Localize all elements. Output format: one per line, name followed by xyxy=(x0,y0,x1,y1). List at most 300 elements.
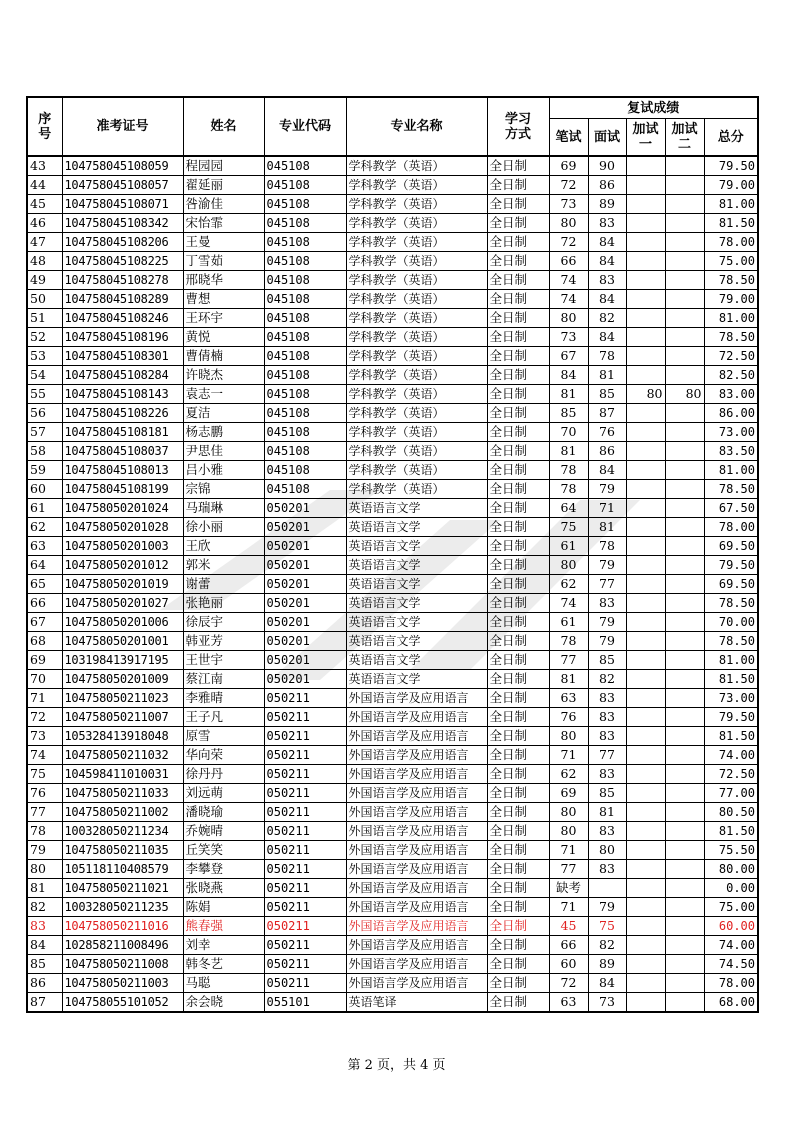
cell-bonus2 xyxy=(665,632,704,651)
cell-exam-id: 104758045108057 xyxy=(62,176,183,195)
table-row xyxy=(27,195,758,214)
cell-exam-id: 104758050211021 xyxy=(62,879,183,898)
cell-study-mode: 全日制 xyxy=(487,480,549,499)
cell-name: 蔡江南 xyxy=(183,670,264,689)
cell-interview: 81 xyxy=(588,518,626,537)
cell-seq: 79 xyxy=(27,841,62,860)
cell-name: 王曼 xyxy=(183,233,264,252)
table-row xyxy=(27,670,758,689)
cell-total: 78.50 xyxy=(704,271,758,290)
cell-written: 81 xyxy=(549,385,588,404)
cell-exam-id: 103198413917195 xyxy=(62,651,183,670)
cell-interview: 84 xyxy=(588,252,626,271)
cell-bonus1 xyxy=(626,727,665,746)
cell-exam-id: 104758045108225 xyxy=(62,252,183,271)
cell-major-name: 学科教学（英语） xyxy=(346,404,487,423)
table-row xyxy=(27,993,758,1013)
cell-written: 72 xyxy=(549,233,588,252)
cell-seq: 44 xyxy=(27,176,62,195)
cell-bonus1 xyxy=(626,556,665,575)
cell-interview: 76 xyxy=(588,423,626,442)
cell-major-name: 外国语言学及应用语言 xyxy=(346,917,487,936)
cell-study-mode: 全日制 xyxy=(487,727,549,746)
cell-total: 81.50 xyxy=(704,214,758,233)
cell-bonus2 xyxy=(665,784,704,803)
cell-study-mode: 全日制 xyxy=(487,518,549,537)
table-row xyxy=(27,366,758,385)
cell-bonus2 xyxy=(665,537,704,556)
cell-bonus2 xyxy=(665,233,704,252)
cell-interview: 83 xyxy=(588,214,626,233)
cell-written: 78 xyxy=(549,461,588,480)
cell-name: 李攀登 xyxy=(183,860,264,879)
cell-major-name: 学科教学（英语） xyxy=(346,233,487,252)
cell-total: 79.50 xyxy=(704,556,758,575)
table-row xyxy=(27,727,758,746)
cell-major-name: 学科教学（英语） xyxy=(346,347,487,366)
cell-major-code: 050201 xyxy=(264,518,346,537)
cell-major-name: 外国语言学及应用语言 xyxy=(346,955,487,974)
cell-major-code: 045108 xyxy=(264,423,346,442)
cell-exam-id: 104758050201028 xyxy=(62,518,183,537)
cell-bonus2 xyxy=(665,461,704,480)
cell-interview: 83 xyxy=(588,271,626,290)
cell-exam-id: 104758050211008 xyxy=(62,955,183,974)
cell-seq: 52 xyxy=(27,328,62,347)
cell-major-name: 外国语言学及应用语言 xyxy=(346,974,487,993)
cell-total: 74.00 xyxy=(704,936,758,955)
cell-bonus1 xyxy=(626,974,665,993)
cell-seq: 70 xyxy=(27,670,62,689)
cell-total: 86.00 xyxy=(704,404,758,423)
cell-study-mode: 全日制 xyxy=(487,214,549,233)
header-bonus1: 加试 一 xyxy=(626,119,665,157)
cell-written: 77 xyxy=(549,651,588,670)
cell-seq: 54 xyxy=(27,366,62,385)
cell-written: 78 xyxy=(549,632,588,651)
cell-written: 69 xyxy=(549,156,588,176)
cell-exam-id: 104758050211035 xyxy=(62,841,183,860)
cell-seq: 66 xyxy=(27,594,62,613)
cell-study-mode: 全日制 xyxy=(487,461,549,480)
cell-bonus1 xyxy=(626,404,665,423)
cell-name: 翟延丽 xyxy=(183,176,264,195)
cell-total: 83.50 xyxy=(704,442,758,461)
cell-seq: 46 xyxy=(27,214,62,233)
cell-total: 81.00 xyxy=(704,651,758,670)
cell-major-code: 050201 xyxy=(264,499,346,518)
cell-name: 王世宇 xyxy=(183,651,264,670)
cell-bonus2: 80 xyxy=(665,385,704,404)
cell-seq: 82 xyxy=(27,898,62,917)
cell-bonus2 xyxy=(665,309,704,328)
cell-bonus2 xyxy=(665,974,704,993)
cell-bonus1 xyxy=(626,689,665,708)
cell-total: 79.00 xyxy=(704,176,758,195)
cell-study-mode: 全日制 xyxy=(487,765,549,784)
cell-written: 85 xyxy=(549,404,588,423)
cell-major-name: 学科教学（英语） xyxy=(346,214,487,233)
cell-interview: 85 xyxy=(588,784,626,803)
cell-name: 韩亚芳 xyxy=(183,632,264,651)
cell-seq: 77 xyxy=(27,803,62,822)
cell-exam-id: 104758045108278 xyxy=(62,271,183,290)
cell-written: 45 xyxy=(549,917,588,936)
cell-bonus1 xyxy=(626,423,665,442)
cell-written: 76 xyxy=(549,708,588,727)
cell-study-mode: 全日制 xyxy=(487,366,549,385)
cell-major-name: 学科教学（英语） xyxy=(346,480,487,499)
cell-name: 曹想 xyxy=(183,290,264,309)
cell-bonus1 xyxy=(626,936,665,955)
cell-total: 75.00 xyxy=(704,898,758,917)
cell-bonus1 xyxy=(626,708,665,727)
cell-interview: 79 xyxy=(588,632,626,651)
cell-total: 79.00 xyxy=(704,290,758,309)
cell-bonus1 xyxy=(626,195,665,214)
table-row xyxy=(27,309,758,328)
cell-exam-id: 104758050211016 xyxy=(62,917,183,936)
header-retest-group: 复试成绩 xyxy=(549,97,758,119)
cell-bonus1 xyxy=(626,879,665,898)
cell-major-name: 学科教学（英语） xyxy=(346,423,487,442)
cell-interview: 89 xyxy=(588,195,626,214)
cell-major-code: 050211 xyxy=(264,974,346,993)
cell-written: 80 xyxy=(549,727,588,746)
cell-interview: 83 xyxy=(588,594,626,613)
cell-seq: 45 xyxy=(27,195,62,214)
cell-seq: 62 xyxy=(27,518,62,537)
cell-interview: 77 xyxy=(588,575,626,594)
cell-major-code: 050201 xyxy=(264,537,346,556)
cell-written: 62 xyxy=(549,765,588,784)
cell-exam-id: 104758050201019 xyxy=(62,575,183,594)
cell-bonus1 xyxy=(626,993,665,1013)
cell-interview: 84 xyxy=(588,974,626,993)
cell-written: 81 xyxy=(549,442,588,461)
cell-exam-id: 104758045108206 xyxy=(62,233,183,252)
cell-exam-id: 104758045108284 xyxy=(62,366,183,385)
table-row xyxy=(27,176,758,195)
cell-study-mode: 全日制 xyxy=(487,594,549,613)
cell-name: 张艳丽 xyxy=(183,594,264,613)
cell-written: 80 xyxy=(549,556,588,575)
cell-exam-id: 104758050211002 xyxy=(62,803,183,822)
cell-interview: 83 xyxy=(588,860,626,879)
cell-seq: 73 xyxy=(27,727,62,746)
table-row xyxy=(27,156,758,176)
cell-total: 78.50 xyxy=(704,480,758,499)
table-row xyxy=(27,461,758,480)
cell-interview: 87 xyxy=(588,404,626,423)
cell-written: 60 xyxy=(549,955,588,974)
cell-major-name: 英语语言文学 xyxy=(346,594,487,613)
cell-seq: 58 xyxy=(27,442,62,461)
cell-exam-id: 104758045108059 xyxy=(62,156,183,176)
cell-bonus1 xyxy=(626,233,665,252)
cell-study-mode: 全日制 xyxy=(487,784,549,803)
cell-name: 尹思佳 xyxy=(183,442,264,461)
header-study-mode: 学习 方式 xyxy=(487,97,549,156)
cell-major-name: 英语语言文学 xyxy=(346,556,487,575)
cell-major-name: 外国语言学及应用语言 xyxy=(346,936,487,955)
cell-written: 81 xyxy=(549,670,588,689)
cell-interview: 77 xyxy=(588,746,626,765)
cell-total: 79.50 xyxy=(704,156,758,176)
cell-total: 73.00 xyxy=(704,423,758,442)
cell-name: 宋怡霏 xyxy=(183,214,264,233)
cell-bonus2 xyxy=(665,480,704,499)
cell-name: 程园园 xyxy=(183,156,264,176)
cell-name: 乔婉晴 xyxy=(183,822,264,841)
cell-study-mode: 全日制 xyxy=(487,195,549,214)
table-row xyxy=(27,898,758,917)
cell-exam-id: 104758050201012 xyxy=(62,556,183,575)
cell-major-code: 050201 xyxy=(264,594,346,613)
cell-bonus1 xyxy=(626,537,665,556)
cell-name: 夏洁 xyxy=(183,404,264,423)
cell-total: 72.50 xyxy=(704,347,758,366)
cell-major-code: 045108 xyxy=(264,480,346,499)
cell-written: 80 xyxy=(549,214,588,233)
cell-total: 73.00 xyxy=(704,689,758,708)
header-written: 笔试 xyxy=(549,119,588,157)
cell-bonus2 xyxy=(665,499,704,518)
cell-study-mode: 全日制 xyxy=(487,974,549,993)
cell-major-code: 050211 xyxy=(264,898,346,917)
cell-major-name: 外国语言学及应用语言 xyxy=(346,803,487,822)
cell-written: 72 xyxy=(549,974,588,993)
cell-interview: 78 xyxy=(588,347,626,366)
cell-bonus1 xyxy=(626,898,665,917)
cell-major-name: 外国语言学及应用语言 xyxy=(346,765,487,784)
cell-total: 74.00 xyxy=(704,746,758,765)
cell-seq: 59 xyxy=(27,461,62,480)
cell-written: 74 xyxy=(549,594,588,613)
cell-name: 徐辰宇 xyxy=(183,613,264,632)
cell-seq: 68 xyxy=(27,632,62,651)
cell-written: 64 xyxy=(549,499,588,518)
cell-bonus2 xyxy=(665,442,704,461)
table-row xyxy=(27,385,758,404)
cell-study-mode: 全日制 xyxy=(487,252,549,271)
table-row xyxy=(27,632,758,651)
cell-study-mode: 全日制 xyxy=(487,385,549,404)
cell-bonus2 xyxy=(665,841,704,860)
cell-major-name: 学科教学（英语） xyxy=(346,271,487,290)
cell-major-name: 外国语言学及应用语言 xyxy=(346,708,487,727)
table-row xyxy=(27,746,758,765)
cell-seq: 63 xyxy=(27,537,62,556)
table-row xyxy=(27,518,758,537)
cell-written: 74 xyxy=(549,271,588,290)
cell-study-mode: 全日制 xyxy=(487,556,549,575)
table-row xyxy=(27,214,758,233)
cell-interview: 83 xyxy=(588,765,626,784)
cell-total: 80.50 xyxy=(704,803,758,822)
cell-interview: 81 xyxy=(588,366,626,385)
table-row xyxy=(27,822,758,841)
cell-interview: 86 xyxy=(588,442,626,461)
cell-written: 80 xyxy=(549,803,588,822)
cell-major-name: 外国语言学及应用语言 xyxy=(346,784,487,803)
cell-written: 84 xyxy=(549,366,588,385)
cell-major-code: 045108 xyxy=(264,328,346,347)
cell-study-mode: 全日制 xyxy=(487,670,549,689)
cell-written: 71 xyxy=(549,841,588,860)
cell-seq: 61 xyxy=(27,499,62,518)
header-major-code: 专业代码 xyxy=(264,97,346,156)
cell-name: 韩冬艺 xyxy=(183,955,264,974)
cell-bonus2 xyxy=(665,575,704,594)
cell-interview: 83 xyxy=(588,689,626,708)
cell-bonus2 xyxy=(665,290,704,309)
cell-seq: 55 xyxy=(27,385,62,404)
cell-seq: 72 xyxy=(27,708,62,727)
cell-major-name: 学科教学（英语） xyxy=(346,176,487,195)
cell-bonus2 xyxy=(665,594,704,613)
cell-study-mode: 全日制 xyxy=(487,822,549,841)
cell-seq: 69 xyxy=(27,651,62,670)
cell-bonus2 xyxy=(665,860,704,879)
cell-major-code: 050211 xyxy=(264,841,346,860)
cell-total: 69.50 xyxy=(704,537,758,556)
cell-exam-id: 104758050211023 xyxy=(62,689,183,708)
cell-interview xyxy=(588,879,626,898)
cell-total: 69.50 xyxy=(704,575,758,594)
cell-study-mode: 全日制 xyxy=(487,423,549,442)
cell-exam-id: 104758050211003 xyxy=(62,974,183,993)
cell-written: 71 xyxy=(549,898,588,917)
cell-major-name: 外国语言学及应用语言 xyxy=(346,727,487,746)
table-row xyxy=(27,271,758,290)
cell-major-name: 外国语言学及应用语言 xyxy=(346,841,487,860)
cell-exam-id: 104758045108196 xyxy=(62,328,183,347)
cell-major-code: 050211 xyxy=(264,879,346,898)
cell-interview: 84 xyxy=(588,290,626,309)
cell-bonus1 xyxy=(626,480,665,499)
cell-study-mode: 全日制 xyxy=(487,271,549,290)
cell-major-name: 英语语言文学 xyxy=(346,537,487,556)
cell-major-name: 学科教学（英语） xyxy=(346,309,487,328)
cell-interview: 85 xyxy=(588,651,626,670)
cell-interview: 78 xyxy=(588,537,626,556)
cell-major-name: 外国语言学及应用语言 xyxy=(346,879,487,898)
cell-name: 咎渝佳 xyxy=(183,195,264,214)
cell-exam-id: 104758045108037 xyxy=(62,442,183,461)
cell-exam-id: 104758045108143 xyxy=(62,385,183,404)
cell-seq: 85 xyxy=(27,955,62,974)
cell-study-mode: 全日制 xyxy=(487,233,549,252)
cell-bonus2 xyxy=(665,993,704,1013)
cell-exam-id: 104758045108199 xyxy=(62,480,183,499)
cell-major-name: 学科教学（英语） xyxy=(346,252,487,271)
cell-bonus2 xyxy=(665,955,704,974)
cell-major-name: 英语语言文学 xyxy=(346,499,487,518)
cell-seq: 87 xyxy=(27,993,62,1013)
cell-name: 原雪 xyxy=(183,727,264,746)
cell-bonus1 xyxy=(626,822,665,841)
cell-written: 66 xyxy=(549,252,588,271)
cell-total: 60.00 xyxy=(704,917,758,936)
cell-interview: 71 xyxy=(588,499,626,518)
cell-bonus1 xyxy=(626,651,665,670)
cell-bonus2 xyxy=(665,556,704,575)
cell-interview: 89 xyxy=(588,955,626,974)
cell-major-code: 045108 xyxy=(264,195,346,214)
cell-exam-id: 102858211008496 xyxy=(62,936,183,955)
table-row xyxy=(27,765,758,784)
cell-written: 72 xyxy=(549,176,588,195)
cell-interview: 83 xyxy=(588,708,626,727)
cell-bonus2 xyxy=(665,423,704,442)
cell-study-mode: 全日制 xyxy=(487,290,549,309)
cell-bonus1: 80 xyxy=(626,385,665,404)
cell-exam-id: 105328413918048 xyxy=(62,727,183,746)
cell-bonus1 xyxy=(626,860,665,879)
cell-bonus2 xyxy=(665,803,704,822)
cell-major-code: 050201 xyxy=(264,575,346,594)
cell-bonus2 xyxy=(665,765,704,784)
cell-bonus1 xyxy=(626,252,665,271)
table-row xyxy=(27,689,758,708)
cell-bonus1 xyxy=(626,917,665,936)
cell-name: 谢蕾 xyxy=(183,575,264,594)
cell-major-code: 050211 xyxy=(264,746,346,765)
cell-seq: 56 xyxy=(27,404,62,423)
cell-bonus2 xyxy=(665,708,704,727)
table-row xyxy=(27,499,758,518)
header-name: 姓名 xyxy=(183,97,264,156)
cell-seq: 86 xyxy=(27,974,62,993)
cell-exam-id: 104758045108301 xyxy=(62,347,183,366)
cell-study-mode: 全日制 xyxy=(487,347,549,366)
cell-bonus2 xyxy=(665,727,704,746)
table-row xyxy=(27,613,758,632)
table-row xyxy=(27,347,758,366)
cell-total: 70.00 xyxy=(704,613,758,632)
cell-written: 67 xyxy=(549,347,588,366)
cell-name: 王子凡 xyxy=(183,708,264,727)
cell-written: 77 xyxy=(549,860,588,879)
cell-interview: 82 xyxy=(588,670,626,689)
cell-interview: 83 xyxy=(588,822,626,841)
cell-major-name: 英语语言文学 xyxy=(346,518,487,537)
cell-interview: 79 xyxy=(588,556,626,575)
cell-name: 吕小雅 xyxy=(183,461,264,480)
cell-name: 熊春强 xyxy=(183,917,264,936)
cell-bonus2 xyxy=(665,328,704,347)
cell-major-name: 学科教学（英语） xyxy=(346,290,487,309)
cell-interview: 85 xyxy=(588,385,626,404)
cell-major-code: 050201 xyxy=(264,613,346,632)
cell-major-name: 英语语言文学 xyxy=(346,575,487,594)
cell-bonus1 xyxy=(626,632,665,651)
cell-major-code: 050211 xyxy=(264,936,346,955)
table-row xyxy=(27,784,758,803)
table-row xyxy=(27,404,758,423)
cell-study-mode: 全日制 xyxy=(487,936,549,955)
cell-total: 74.50 xyxy=(704,955,758,974)
cell-major-code: 050211 xyxy=(264,803,346,822)
cell-bonus2 xyxy=(665,214,704,233)
cell-written: 63 xyxy=(549,993,588,1013)
cell-exam-id: 104758045108246 xyxy=(62,309,183,328)
header-total: 总分 xyxy=(704,119,758,157)
cell-exam-id: 104758050201009 xyxy=(62,670,183,689)
cell-bonus2 xyxy=(665,366,704,385)
cell-exam-id: 104758045108013 xyxy=(62,461,183,480)
